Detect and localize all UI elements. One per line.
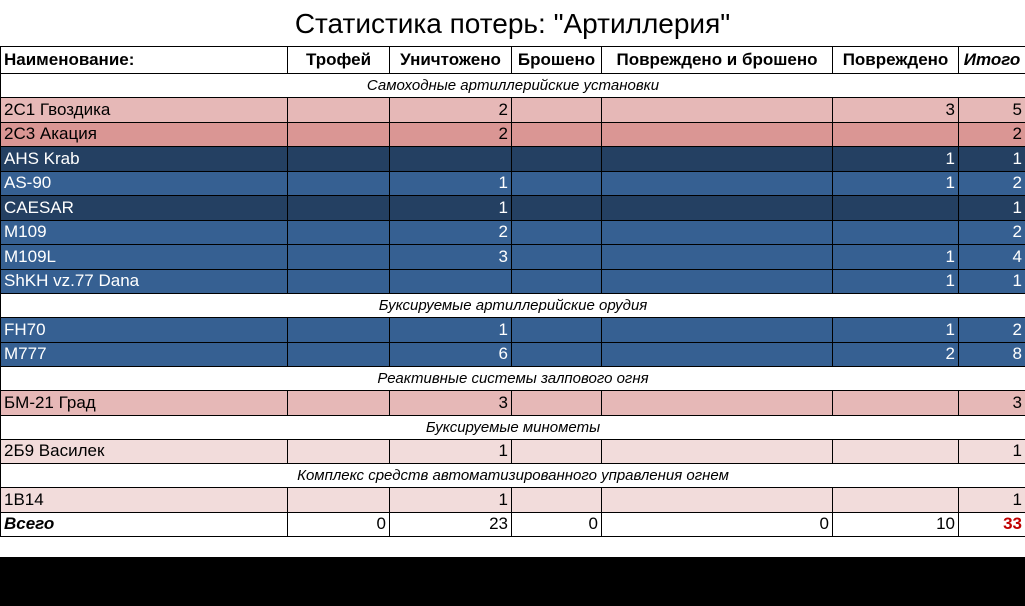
weapon-name: 1В14 <box>1 488 288 513</box>
table-row <box>1 342 1025 367</box>
value-cell <box>602 269 833 294</box>
value-cell: 5 <box>959 98 1025 123</box>
value-cell <box>512 391 602 416</box>
value-cell <box>602 318 833 343</box>
value-cell: 3 <box>390 245 512 270</box>
value-cell <box>512 488 602 513</box>
weapon-name: AS-90 <box>1 171 288 196</box>
value-cell <box>602 245 833 270</box>
value-cell <box>512 269 602 294</box>
table-row <box>1 171 1025 196</box>
weapon-name: CAESAR <box>1 196 288 221</box>
value-cell: 1 <box>959 147 1025 172</box>
losses-table <box>0 46 1025 537</box>
value-cell: 4 <box>959 245 1025 270</box>
value-cell <box>512 220 602 245</box>
value-cell <box>288 391 390 416</box>
category-row <box>1 74 1025 98</box>
value-cell <box>512 342 602 367</box>
value-cell <box>602 98 833 123</box>
total-label: Всего <box>1 512 288 537</box>
category-row <box>1 415 1025 439</box>
value-cell <box>602 122 833 147</box>
value-cell: 1 <box>390 171 512 196</box>
value-cell: 1 <box>833 147 959 172</box>
table-row <box>1 318 1025 343</box>
weapon-name: 2Б9 Василек <box>1 439 288 464</box>
value-cell <box>602 439 833 464</box>
value-cell <box>288 147 390 172</box>
column-header-abandoned: Брошено <box>512 47 602 74</box>
category-row <box>1 367 1025 391</box>
weapon-name: M109 <box>1 220 288 245</box>
total-row <box>1 512 1025 537</box>
value-cell <box>288 488 390 513</box>
category-label: Реактивные системы залпового огня <box>1 367 1025 391</box>
table-row <box>1 488 1025 513</box>
category-label: Буксируемые минометы <box>1 415 1025 439</box>
value-cell <box>833 439 959 464</box>
category-row <box>1 464 1025 488</box>
value-cell <box>512 439 602 464</box>
table-row <box>1 122 1025 147</box>
weapon-name: 2С1 Гвоздика <box>1 98 288 123</box>
weapon-name: 2С3 Акация <box>1 122 288 147</box>
value-cell: 1 <box>833 269 959 294</box>
table-row <box>1 196 1025 221</box>
value-cell <box>288 342 390 367</box>
value-cell: 2 <box>959 318 1025 343</box>
value-cell: 2 <box>390 98 512 123</box>
weapon-name: M777 <box>1 342 288 367</box>
value-cell <box>512 147 602 172</box>
value-cell: 1 <box>390 196 512 221</box>
column-header-damaged: Повреждено <box>833 47 959 74</box>
total-value: 0 <box>512 512 602 537</box>
value-cell <box>512 318 602 343</box>
column-header-destroyed: Уничтожено <box>390 47 512 74</box>
value-cell <box>288 220 390 245</box>
total-value: 0 <box>288 512 390 537</box>
table-row <box>1 220 1025 245</box>
value-cell: 3 <box>959 391 1025 416</box>
value-cell <box>390 269 512 294</box>
value-cell: 1 <box>959 269 1025 294</box>
value-cell <box>833 220 959 245</box>
column-header-damaged-abandoned: Повреждено и брошено <box>602 47 833 74</box>
value-cell <box>833 196 959 221</box>
value-cell: 1 <box>833 171 959 196</box>
value-cell: 1 <box>390 318 512 343</box>
header-row <box>1 47 1025 74</box>
page-title: Статистика потерь: "Артиллерия" <box>294 8 731 39</box>
value-cell <box>512 245 602 270</box>
table-row <box>1 98 1025 123</box>
value-cell <box>833 488 959 513</box>
value-cell <box>288 196 390 221</box>
value-cell: 2 <box>390 220 512 245</box>
value-cell: 1 <box>833 318 959 343</box>
weapon-name: ShKH vz.77 Dana <box>1 269 288 294</box>
value-cell <box>602 220 833 245</box>
value-cell: 2 <box>959 220 1025 245</box>
column-header-name: Наименование: <box>1 47 288 74</box>
value-cell: 1 <box>959 196 1025 221</box>
value-cell <box>288 439 390 464</box>
value-cell: 1 <box>959 488 1025 513</box>
weapon-name: M109L <box>1 245 288 270</box>
weapon-name: БМ-21 Град <box>1 391 288 416</box>
value-cell: 3 <box>390 391 512 416</box>
value-cell <box>288 122 390 147</box>
total-value: 10 <box>833 512 959 537</box>
value-cell: 6 <box>390 342 512 367</box>
value-cell <box>288 98 390 123</box>
column-header-total: Итого <box>959 47 1025 74</box>
value-cell: 1 <box>833 245 959 270</box>
table-row <box>1 391 1025 416</box>
value-cell: 1 <box>390 439 512 464</box>
value-cell: 2 <box>833 342 959 367</box>
value-cell: 1 <box>390 488 512 513</box>
value-cell: 8 <box>959 342 1025 367</box>
value-cell: 1 <box>959 439 1025 464</box>
value-cell <box>833 122 959 147</box>
category-label: Самоходные артиллерийские установки <box>1 74 1025 98</box>
value-cell <box>512 122 602 147</box>
category-label: Комплекс средств автоматизированного управления огнем <box>1 464 1025 488</box>
value-cell <box>288 171 390 196</box>
table-row <box>1 147 1025 172</box>
value-cell: 2 <box>959 122 1025 147</box>
table-row <box>1 439 1025 464</box>
value-cell <box>602 147 833 172</box>
value-cell: 2 <box>390 122 512 147</box>
value-cell: 3 <box>833 98 959 123</box>
value-cell <box>512 171 602 196</box>
value-cell <box>512 98 602 123</box>
value-cell <box>512 196 602 221</box>
weapon-name: AHS Krab <box>1 147 288 172</box>
value-cell <box>602 391 833 416</box>
column-header-captured: Трофей <box>288 47 390 74</box>
value-cell <box>288 245 390 270</box>
category-row <box>1 294 1025 318</box>
value-cell <box>602 342 833 367</box>
category-label: Буксируемые артиллерийские орудия <box>1 294 1025 318</box>
grand-total-value: 33 <box>959 512 1025 537</box>
value-cell <box>602 488 833 513</box>
total-value: 23 <box>390 512 512 537</box>
value-cell: 2 <box>959 171 1025 196</box>
value-cell <box>288 269 390 294</box>
value-cell <box>390 147 512 172</box>
table-row <box>1 245 1025 270</box>
value-cell <box>833 391 959 416</box>
value-cell <box>602 171 833 196</box>
value-cell <box>288 318 390 343</box>
weapon-name: FH70 <box>1 318 288 343</box>
total-value: 0 <box>602 512 833 537</box>
table-row <box>1 269 1025 294</box>
value-cell <box>602 196 833 221</box>
